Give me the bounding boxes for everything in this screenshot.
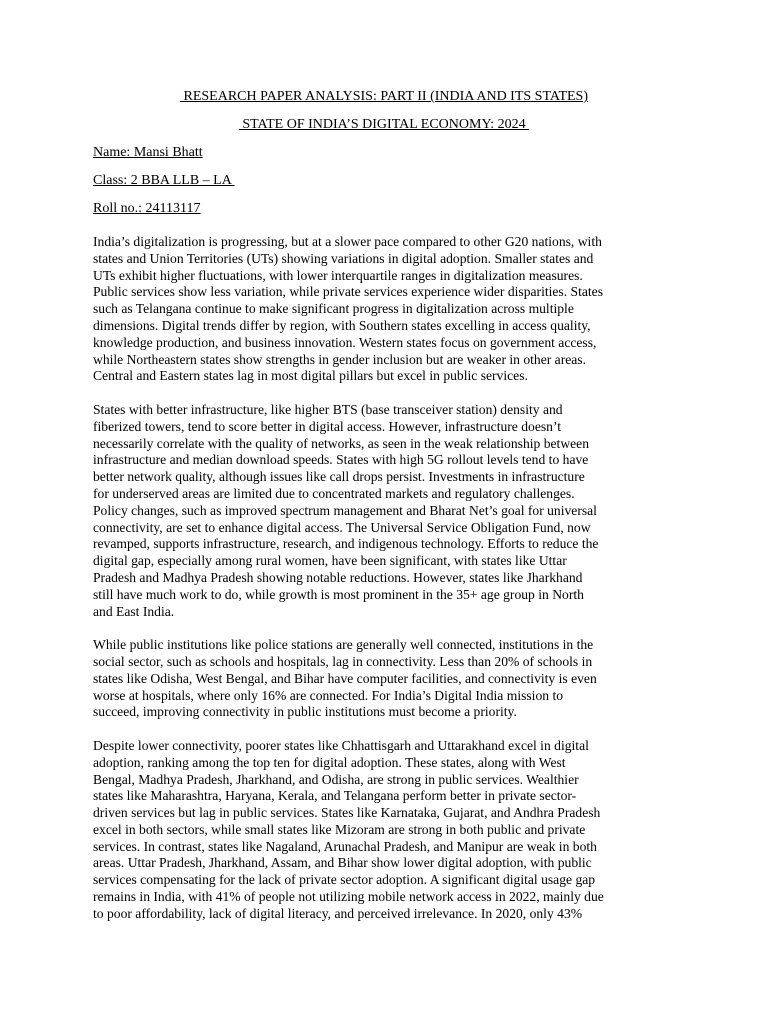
text-line: excel in both sectors, while small states like Mizoram are strong in both public and private xyxy=(93,821,586,837)
text-line: Central and Eastern states lag in most digital pillars but excel in public services. xyxy=(93,368,528,384)
text-line: such as Telangana continue to make significant progress in digitalization across multiple xyxy=(93,301,574,317)
author-class: Class: 2 BBA LLB – LA xyxy=(93,173,235,188)
text-line: remains in India, with 41% of people not utilizing mobile network access in 2022, mainly due xyxy=(93,889,604,905)
text-line: fiberized towers, tend to score better in digital access. However, infrastructure doesn’t xyxy=(93,418,562,434)
text-line: states and Union Territories (UTs) showing variations in digital adoption. Smaller states and xyxy=(93,250,594,266)
paragraph xyxy=(93,637,683,721)
text-line: succeed, improving connectivity in public institutions must become a priority. xyxy=(93,704,517,720)
text-line: Pradesh and Madhya Pradesh showing notable reductions. However, states like Jharkhand xyxy=(93,569,583,585)
text-line: states like Odisha, West Bengal, and Bihar have computer facilities, and connectivity is even xyxy=(93,670,597,686)
text-line: to poor affordability, lack of digital literacy, and perceived irrelevance. In 2020, only 43% xyxy=(93,905,583,921)
text-line: services. In contrast, states like Nagaland, Arunachal Pradesh, and Manipur are weak in both xyxy=(93,838,597,854)
text-line: India’s digitalization is progressing, but at a slower pace compared to other G20 nations, with xyxy=(93,234,602,249)
text-line: services compensating for the lack of private sector adoption. A significant digital usage gap xyxy=(93,872,596,888)
text-line: revamped, supports infrastructure, research, and indigenous technology. Efforts to reduce the xyxy=(93,536,599,552)
text-line: better network quality, although issues like call drops persist. Investments in infrastructure xyxy=(93,469,585,485)
text-line: Policy changes, such as improved spectrum management and Bharat Net’s goal for universal xyxy=(93,502,597,518)
text-line: States with better infrastructure, like higher BTS (base transceiver station) density and xyxy=(93,401,563,417)
text-line: still have much work to do, while growth is most prominent in the 35+ age group in North xyxy=(93,586,584,602)
author-roll-number: Roll no.: 24113117 xyxy=(93,201,201,216)
text-line: dimensions. Digital trends differ by region, with Southern states excelling in access quality, xyxy=(93,317,591,333)
text-line: worse at hospitals, where only 16% are connected. For India’s Digital India mission to xyxy=(93,687,564,703)
text-line: areas. Uttar Pradesh, Jharkhand, Assam, and Bihar show lower digital adoption, with public xyxy=(93,855,592,871)
paragraph xyxy=(93,234,683,385)
text-line: Despite lower connectivity, poorer states like Chhattisgarh and Uttarakhand excel in digital xyxy=(93,737,589,753)
document-subtitle: STATE OF INDIA’S DIGITAL ECONOMY: 2024 xyxy=(238,117,530,132)
text-line: infrastructure and median download speeds. States with high 5G rollout levels tend to have xyxy=(93,452,589,468)
text-line: for underserved areas are limited due to concentrated markets and regulatory challenges. xyxy=(93,485,575,501)
text-line: adoption, ranking among the top ten for digital adoption. These states, along with West xyxy=(93,754,566,770)
paragraph xyxy=(93,402,683,620)
text-line: necessarily correlate with the quality of networks, as seen in the weak relationship between xyxy=(93,435,589,451)
text-line: Public services show less variation, while private services experience wider disparities. States xyxy=(93,284,603,300)
text-line: connectivity, are set to enhance digital access. The Universal Service Obligation Fund, now xyxy=(93,519,591,535)
document-body xyxy=(93,234,683,939)
text-line: While public institutions like police stations are generally well connected, institutions in the xyxy=(93,637,594,653)
text-line: digital gap, especially among rural women, have been significant, with states like Uttar xyxy=(93,553,567,569)
text-line: social sector, such as schools and hospitals, lag in connectivity. Less than 20% of schools in xyxy=(93,653,593,669)
paragraph xyxy=(93,738,683,923)
text-line: while Northeastern states show strengths in gender inclusion but are weaker in other areas. xyxy=(93,351,586,367)
text-line: and East India. xyxy=(93,603,175,619)
text-line: Bengal, Madhya Pradesh, Jharkhand, and Odisha, are strong in public services. Wealthier xyxy=(93,771,579,787)
text-line: UTs exhibit higher fluctuations, with lower interquartile ranges in digitalization measures. xyxy=(93,267,583,283)
author-name: Name: Mansi Bhatt xyxy=(93,145,203,160)
text-line: driven services but lag in public services. States like Karnataka, Gujarat, and Andhra Pradesh xyxy=(93,805,601,821)
text-line: knowledge production, and business innovation. Western states focus on government access, xyxy=(93,334,597,350)
text-line: states like Maharashtra, Haryana, Kerala, and Telangana perform better in private sector- xyxy=(93,788,577,804)
document-title: RESEARCH PAPER ANALYSIS: PART II (INDIA AND ITS STATES) xyxy=(179,89,589,104)
